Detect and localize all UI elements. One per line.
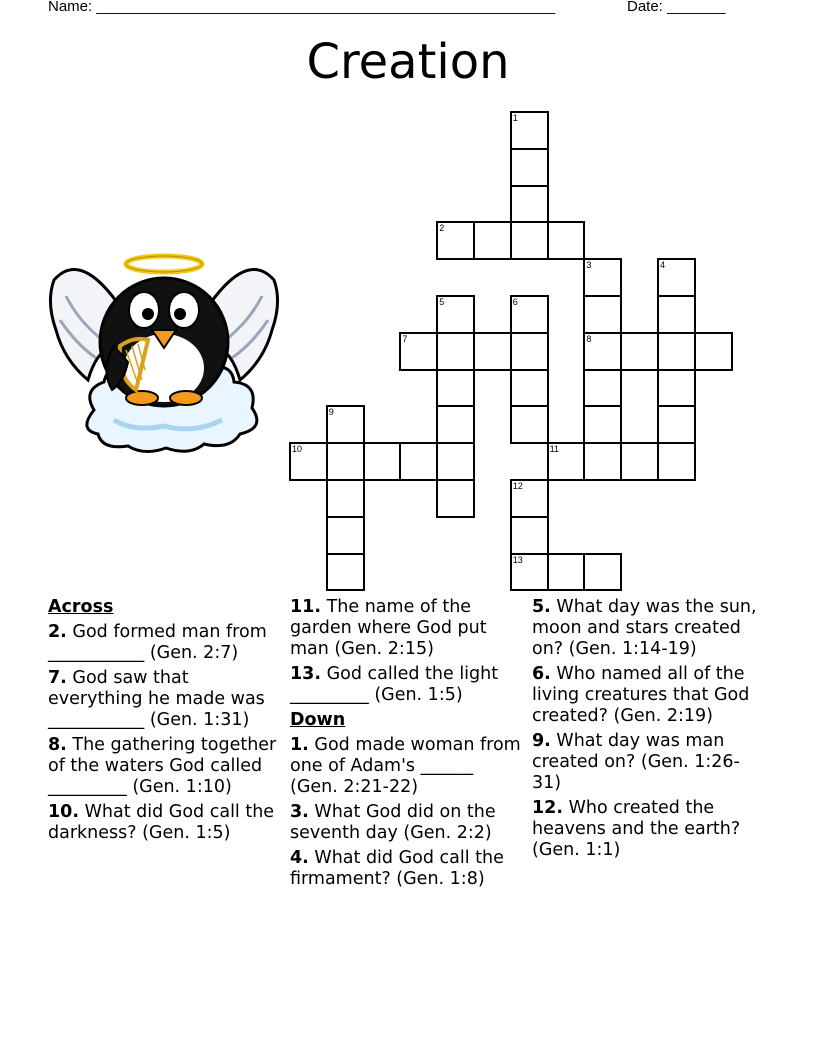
cell-number: 4 bbox=[660, 260, 666, 271]
grid-cell[interactable] bbox=[510, 516, 549, 555]
cell-number: 1 bbox=[512, 113, 518, 123]
grid-cell[interactable] bbox=[510, 221, 549, 260]
grid-cell[interactable] bbox=[326, 405, 365, 444]
cell-number: 10 bbox=[292, 444, 303, 455]
grid-cell[interactable] bbox=[583, 369, 622, 408]
date-label: Date: bbox=[627, 0, 663, 15]
clue-column-3 bbox=[532, 597, 764, 865]
clue-column-1 bbox=[48, 597, 280, 848]
grid-cell[interactable] bbox=[510, 148, 549, 187]
clue-down-4: 4. What did God call the firmament? (Gen. 1:8) bbox=[290, 848, 504, 889]
clue-column-2 bbox=[290, 597, 522, 894]
clue-across-2: 2. God formed man from ___________ (Gen. 2:7) bbox=[48, 622, 267, 663]
cell-number: 13 bbox=[512, 554, 523, 565]
grid-cell[interactable] bbox=[289, 442, 328, 481]
grid-cell[interactable] bbox=[583, 405, 622, 444]
grid-cell[interactable] bbox=[363, 442, 402, 481]
grid-cell[interactable] bbox=[583, 553, 622, 592]
name-label: Name: bbox=[48, 0, 93, 15]
grid-cell[interactable] bbox=[510, 369, 549, 408]
date-blank[interactable]: _______ bbox=[667, 0, 726, 15]
cell-number: 6 bbox=[512, 297, 518, 307]
cell-number: 8 bbox=[586, 333, 592, 344]
grid-cell[interactable] bbox=[547, 442, 586, 481]
down-heading: Down bbox=[290, 710, 346, 730]
across-heading: Across bbox=[48, 597, 114, 617]
grid-cell[interactable] bbox=[436, 295, 475, 334]
grid-cell[interactable] bbox=[583, 332, 622, 371]
clue-down-1: 1. God made woman from one of Adam's ______ (Gen. 2:21-22) bbox=[290, 735, 521, 797]
cell-number: 7 bbox=[402, 333, 408, 344]
grid-cell[interactable] bbox=[473, 221, 512, 260]
clue-across-11: 11. The name of the garden where God put man (Gen. 2:15) bbox=[290, 597, 487, 659]
clue-down-6: 6. Who named all of the living creatures that God created? (Gen. 2:19) bbox=[532, 664, 750, 726]
grid-cell[interactable] bbox=[657, 405, 696, 444]
grid-cell[interactable] bbox=[326, 553, 365, 592]
grid-cell[interactable] bbox=[510, 295, 549, 334]
grid-cell[interactable] bbox=[510, 332, 549, 371]
grid-cell[interactable] bbox=[436, 479, 475, 518]
grid-cell[interactable] bbox=[657, 258, 696, 297]
cell-number: 9 bbox=[328, 407, 334, 418]
grid-cell[interactable] bbox=[620, 442, 659, 481]
cell-number: 12 bbox=[512, 481, 523, 491]
grid-cell[interactable] bbox=[694, 332, 733, 371]
name-blank[interactable]: _______________________________________________________ bbox=[96, 0, 556, 15]
grid-cell[interactable] bbox=[326, 516, 365, 555]
clue-across-8: 8. The gathering together of the waters God called _________ (Gen. 1:10) bbox=[48, 735, 277, 797]
grid-cell[interactable] bbox=[510, 479, 549, 518]
grid-cell[interactable] bbox=[436, 221, 475, 260]
grid-cell[interactable] bbox=[583, 258, 622, 297]
grid-cell[interactable] bbox=[436, 405, 475, 444]
grid-cell[interactable] bbox=[657, 332, 696, 371]
grid-cell[interactable] bbox=[510, 111, 549, 150]
grid-cell[interactable] bbox=[436, 332, 475, 371]
clue-down-3: 3. What God did on the seventh day (Gen. 2:2) bbox=[290, 802, 496, 843]
grid-cell[interactable] bbox=[547, 221, 586, 260]
grid-cell[interactable] bbox=[547, 553, 586, 592]
cell-number: 2 bbox=[439, 223, 445, 234]
grid-cell[interactable] bbox=[436, 442, 475, 481]
grid-cell[interactable] bbox=[583, 442, 622, 481]
clue-across-10: 10. What did God call the darkness? (Gen. 1:5) bbox=[48, 802, 275, 843]
grid-cell[interactable] bbox=[399, 332, 438, 371]
clue-across-13: 13. God called the light _________ (Gen. 1:5) bbox=[290, 664, 499, 705]
grid-cell[interactable] bbox=[657, 295, 696, 334]
grid-cell[interactable] bbox=[620, 332, 659, 371]
grid-cell[interactable] bbox=[473, 332, 512, 371]
grid-cell[interactable] bbox=[510, 185, 549, 224]
grid-cell[interactable] bbox=[326, 479, 365, 518]
clue-down-9: 9. What day was man created on? (Gen. 1:26-31) bbox=[532, 731, 740, 793]
grid-cell[interactable] bbox=[657, 442, 696, 481]
angel-penguin-icon bbox=[44, 250, 284, 455]
clue-down-12: 12. Who created the heavens and the earth? (Gen. 1:1) bbox=[532, 798, 741, 860]
grid-cell[interactable] bbox=[399, 442, 438, 481]
grid-cell[interactable] bbox=[583, 295, 622, 334]
clue-across-7: 7. God saw that everything he made was ___________ (Gen. 1:31) bbox=[48, 668, 265, 730]
grid-cell[interactable] bbox=[657, 369, 696, 408]
cell-number: 11 bbox=[549, 444, 559, 455]
page-title: Creation bbox=[306, 34, 510, 90]
grid-cell[interactable] bbox=[510, 405, 549, 444]
grid-cell[interactable] bbox=[436, 369, 475, 408]
cell-number: 5 bbox=[439, 297, 445, 307]
clue-down-5: 5. What day was the sun, moon and stars created on? (Gen. 1:14-19) bbox=[532, 597, 757, 659]
cell-number: 3 bbox=[586, 260, 592, 271]
grid-cell[interactable] bbox=[510, 553, 549, 592]
grid-cell[interactable] bbox=[326, 442, 365, 481]
